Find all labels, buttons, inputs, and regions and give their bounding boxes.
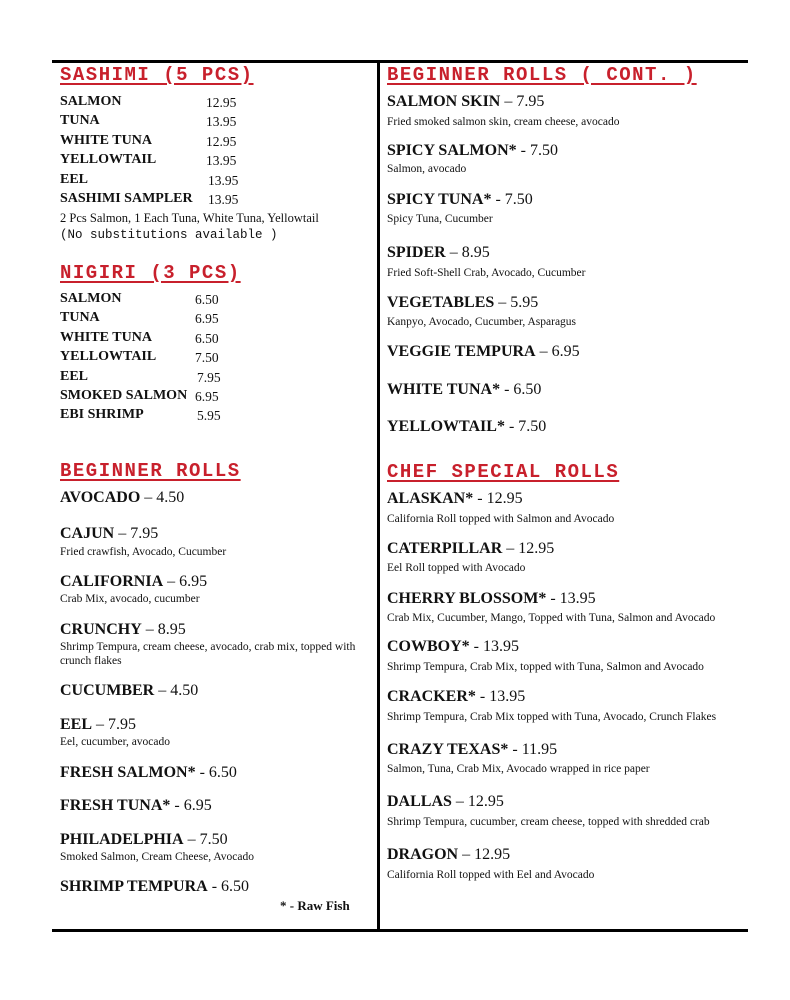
roll-item-description: California Roll topped with Eel and Avocado — [387, 869, 595, 881]
roll-item-description: Crab Mix, Cucumber, Mango, Topped with Tuna, Salmon and Avocado — [387, 612, 716, 624]
roll-item-name: CAJUN – 7.95 — [60, 525, 159, 542]
roll-item-name: CATERPILLAR – 12.95 — [387, 540, 555, 557]
nigiri-item-price: 6.50 — [195, 331, 219, 346]
roll-item-description: Shrimp Tempura, cucumber, cream cheese, topped with shredded crab — [387, 816, 710, 828]
chef-special-title: CHEF SPECIAL ROLLS — [387, 461, 620, 483]
roll-item-description: Smoked Salmon, Cream Cheese, Avocado — [60, 851, 254, 863]
nigiri-item-price: 6.95 — [195, 311, 219, 326]
roll-item-name: AVOCADO – 4.50 — [60, 489, 185, 506]
roll-item-name: WHITE TUNA* - 6.50 — [387, 381, 542, 398]
roll-item-name: CRACKER* - 13.95 — [387, 688, 526, 705]
column-divider — [377, 60, 380, 932]
nigiri-item-price: 7.95 — [197, 370, 221, 385]
roll-item-name: SPICY TUNA* - 7.50 — [387, 191, 533, 208]
roll-item-description: Fried Soft-Shell Crab, Avocado, Cucumber — [387, 267, 586, 279]
sashimi-item-name: SASHIMI SAMPLER — [60, 191, 193, 206]
nigiri-item-price: 6.95 — [195, 389, 219, 404]
roll-item-name: CHERRY BLOSSOM* - 13.95 — [387, 590, 596, 607]
nigiri-item-name: EEL — [60, 369, 89, 384]
sampler-note: 2 Pcs Salmon, 1 Each Tuna, White Tuna, Yellowtail — [60, 211, 319, 225]
nigiri-item-name: SMOKED SALMON — [60, 388, 188, 403]
roll-item-description: Salmon, avocado — [387, 163, 467, 175]
nigiri-item-price: 7.50 — [195, 350, 219, 365]
roll-item-name: SPICY SALMON* - 7.50 — [387, 142, 558, 159]
roll-item-name: COWBOY* - 13.95 — [387, 638, 519, 655]
roll-item-name: CUCUMBER – 4.50 — [60, 682, 199, 699]
roll-item-name: CRAZY TEXAS* - 11.95 — [387, 741, 558, 758]
substitution-note: (No substitutions available ) — [60, 228, 278, 242]
roll-item-description: Crab Mix, avocado, cucumber — [60, 593, 200, 605]
sashimi-item-price: 13.95 — [208, 192, 239, 207]
sashimi-item-price: 13.95 — [206, 153, 237, 168]
top-rule — [52, 60, 748, 63]
raw-fish-footnote: * - Raw Fish — [280, 898, 350, 913]
sashimi-title: SASHIMI (5 PCS) — [60, 64, 254, 86]
roll-item-name: SHRIMP TEMPURA - 6.50 — [60, 878, 250, 895]
roll-item-name: DRAGON – 12.95 — [387, 846, 511, 863]
roll-item-description: Fried crawfish, Avocado, Cucumber — [60, 546, 227, 558]
nigiri-item-name: SALMON — [60, 291, 122, 306]
sashimi-item-price: 13.95 — [206, 114, 237, 129]
roll-item-description: Spicy Tuna, Cucumber — [387, 213, 493, 225]
sashimi-item-name: TUNA — [60, 113, 100, 128]
sashimi-item-price: 13.95 — [208, 173, 239, 188]
nigiri-item-price: 6.50 — [195, 292, 219, 307]
roll-item-description: Fried smoked salmon skin, cream cheese, avocado — [387, 116, 620, 128]
roll-item-name: FRESH SALMON* - 6.50 — [60, 764, 237, 781]
sashimi-item-name: EEL — [60, 172, 89, 187]
roll-item-description: Salmon, Tuna, Crab Mix, Avocado wrapped in rice paper — [387, 763, 650, 775]
roll-item-name: FRESH TUNA* - 6.95 — [60, 797, 212, 814]
roll-item-description: Shrimp Tempura, cream cheese, avocado, crab mix, topped with crunch flakes — [60, 641, 356, 667]
nigiri-item-name: TUNA — [60, 310, 100, 325]
roll-item-name: CRUNCHY – 8.95 — [60, 621, 186, 638]
bottom-rule — [52, 929, 748, 932]
sashimi-item-price: 12.95 — [206, 134, 237, 149]
sashimi-item-name: SALMON — [60, 94, 122, 109]
roll-item-name: DALLAS – 12.95 — [387, 793, 504, 810]
roll-item-description: Eel Roll topped with Avocado — [387, 562, 526, 574]
sashimi-item-price: 12.95 — [206, 95, 237, 110]
nigiri-item-name: WHITE TUNA — [60, 330, 152, 345]
beginner-rolls-title: BEGINNER ROLLS — [60, 460, 241, 482]
roll-item-name: VEGETABLES – 5.95 — [387, 294, 539, 311]
roll-item-name: EEL – 7.95 — [60, 716, 137, 733]
roll-item-name: PHILADELPHIA – 7.50 — [60, 831, 228, 848]
roll-item-name: ALASKAN* - 12.95 — [387, 490, 523, 507]
roll-item-name: CALIFORNIA – 6.95 — [60, 573, 208, 590]
roll-item-name: VEGGIE TEMPURA – 6.95 — [387, 343, 580, 360]
nigiri-title: NIGIRI (3 PCS) — [60, 262, 241, 284]
nigiri-item-name: YELLOWTAIL — [60, 349, 157, 364]
roll-item-description: Shrimp Tempura, Crab Mix, topped with Tuna, Salmon and Avocado — [387, 661, 704, 673]
roll-item-description: Eel, cucumber, avocado — [60, 736, 171, 748]
roll-item-name: YELLOWTAIL* - 7.50 — [387, 418, 547, 435]
nigiri-item-price: 5.95 — [197, 408, 221, 423]
roll-item-description: Kanpyo, Avocado, Cucumber, Asparagus — [387, 316, 577, 328]
sashimi-item-name: YELLOWTAIL — [60, 152, 157, 167]
roll-item-name: SPIDER – 8.95 — [387, 244, 490, 261]
sashimi-item-name: WHITE TUNA — [60, 133, 152, 148]
roll-item-name: SALMON SKIN – 7.95 — [387, 93, 545, 110]
beginner-rolls-cont-title: BEGINNER ROLLS ( CONT. ) — [387, 64, 697, 86]
roll-item-description: California Roll topped with Salmon and Avocado — [387, 513, 615, 525]
roll-item-description: Shrimp Tempura, Crab Mix topped with Tuna, Avocado, Crunch Flakes — [387, 711, 717, 723]
nigiri-item-name: EBI SHRIMP — [60, 407, 144, 422]
